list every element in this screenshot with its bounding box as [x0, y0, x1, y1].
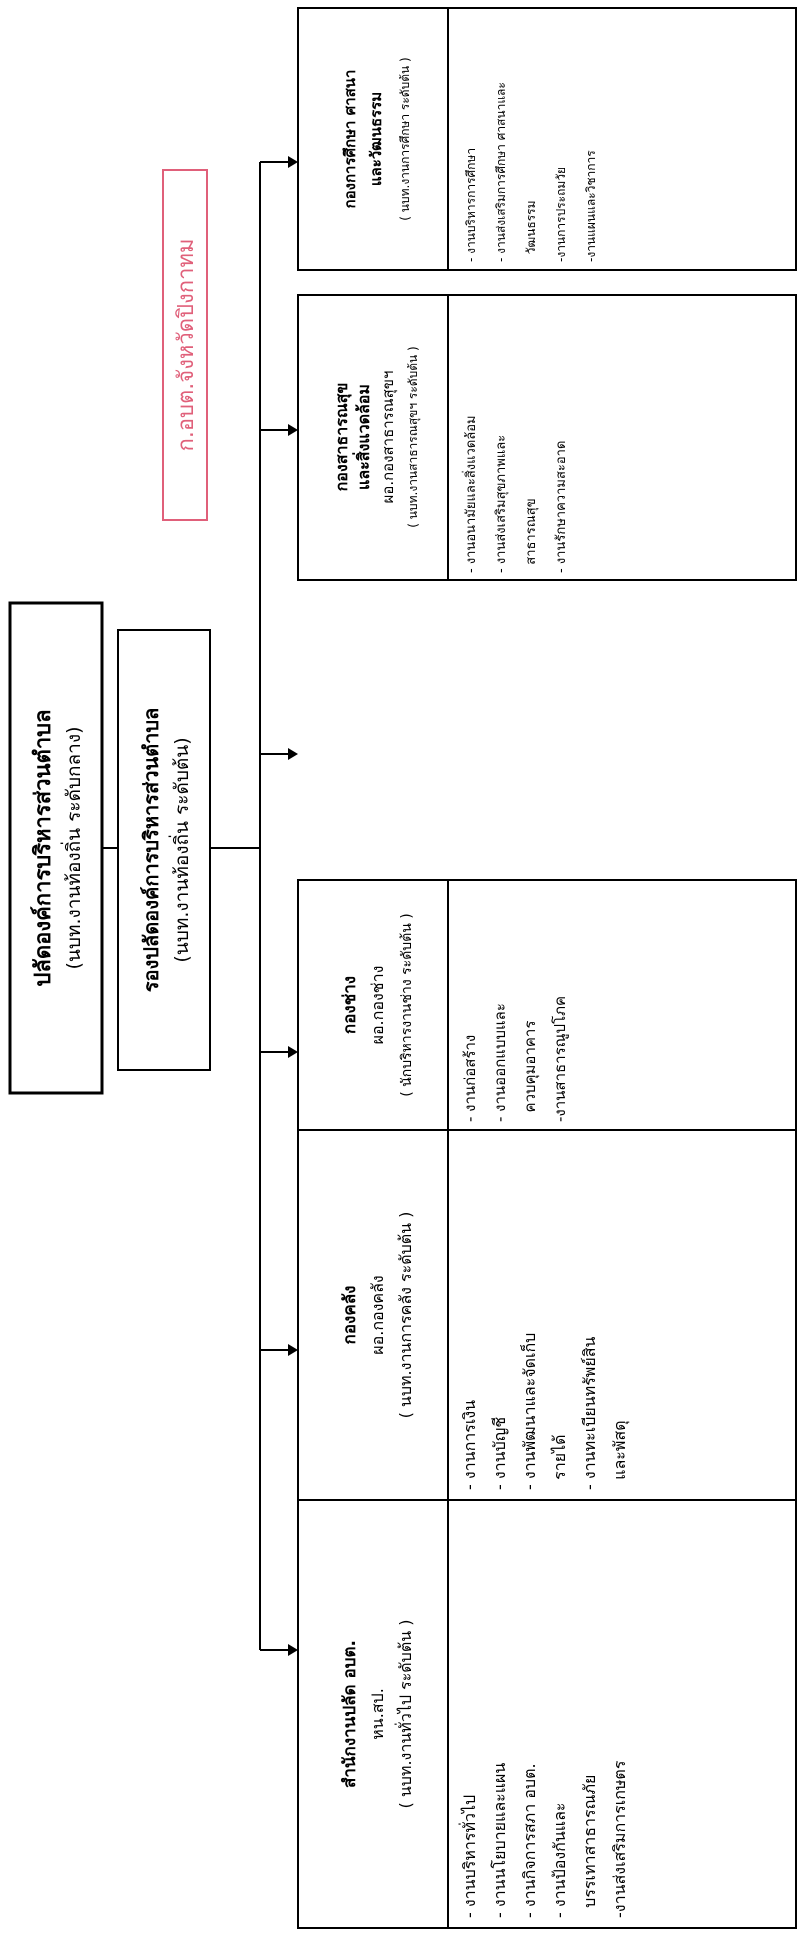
division-1-task-3: รายได้: [550, 1434, 569, 1490]
division-4-task-4: -งานแผนและวิชาการ: [584, 150, 598, 262]
division-4-task-1: - งานส่งเสริมการศึกษา ศาสนาและ: [494, 82, 508, 262]
division-2-head-2: ( นักบริหารงานช่าง ระดับต้น ): [399, 913, 415, 1097]
division-3-head-0: กองสาธารณสุข: [332, 382, 351, 492]
branch-arrows: [260, 156, 298, 1656]
chief-subtitle: (นบท.งานท้องถิ่น ระดับกลาง): [63, 726, 85, 970]
division-3-head-2: ผอ.กองสาธารณสุขฯ: [379, 370, 397, 504]
division-0-head-0: สำนักงานปลัด อบต.: [340, 1640, 360, 1788]
division-2-head-0: กองช่าง: [340, 975, 360, 1035]
stamp-text: ก.อบต.จังหวัดปิงกาทม: [174, 238, 199, 452]
division-4-head-1: และวัฒนธรรม: [367, 91, 385, 187]
stamp: [163, 170, 207, 520]
division-1-task-2: - งานพัฒนาและจัดเก็บ: [520, 1332, 539, 1490]
division-0: [298, 1500, 796, 1928]
division-1-task-1: - งานบัญชี: [490, 1416, 509, 1490]
division-4-head-2: ( นบท.งานการศึกษา ระดับต้น ): [398, 57, 412, 221]
division-1-task-0: - งานการเงิน: [460, 1399, 479, 1490]
division-2-task-2: ควบคุมอาคาร: [521, 1020, 539, 1122]
division-4-task-3: -งานการประถมวัย: [554, 166, 568, 262]
division-2-head-1: ผอ.กองช่าง: [368, 965, 387, 1045]
division-1: [298, 1130, 796, 1500]
division-0-head-2: ( นบท.งานทั่วไป ระดับต้น ): [396, 1619, 415, 1809]
division-3-head-1: และสิ่งแวดล้อม: [354, 384, 373, 490]
division-0-task-0: - งานบริหารทั่วไป: [460, 1794, 479, 1918]
division-3-task-3: - งานรักษาความสะอาด: [554, 440, 569, 573]
division-0-head-1: หน.สป.: [368, 1688, 387, 1740]
division-1-head-0: กองคลัง: [340, 1285, 360, 1345]
division-3-task-0: - งานอนามัยและสิ่งแวดล้อม: [464, 415, 479, 573]
division-4: [298, 8, 796, 270]
division-0-task-1: - งานนโยบายและแผน: [490, 1762, 509, 1918]
division-2-task-1: - งานออกแบบและ: [491, 1003, 509, 1122]
division-4-task-0: - งานบริหารการศึกษา: [464, 147, 478, 262]
division-2-task-3: -งานสาธารณูปโภค: [551, 995, 569, 1122]
chief-box: [10, 603, 102, 1093]
division-4-task-2: วัฒนธรรม: [524, 200, 538, 262]
division-3-head-3: ( นบท.งานสาธารณสุขฯ ระดับต้น ): [406, 346, 420, 528]
division-4-head-0: กองการศึกษา ศาสนา: [341, 69, 359, 209]
deputy-subtitle: (นบท.งานท้องถิ่น ระดับต้น): [171, 737, 193, 963]
division-0-task-3: - งานป้องกันและ: [550, 1802, 569, 1918]
division-1-head-1: ผอ.กองคลัง: [368, 1275, 387, 1355]
division-1-head-2: ( นบท.งานการคลัง ระดับต้น ): [396, 1211, 415, 1419]
deputy-box: [118, 630, 210, 1070]
deputy-title: รองปลัดองค์การบริหารส่วนตำบล: [139, 707, 163, 993]
division-0-task-5: -งานส่งเสริมการเกษตร: [610, 1760, 629, 1918]
division-0-task-4: บรรเทาสาธารณภัย: [580, 1774, 599, 1918]
division-3-task-2: สาธารณสุข: [524, 498, 539, 573]
division-0-task-2: - งานกิจการสภา อบต.: [520, 1763, 539, 1918]
division-3: [298, 295, 796, 580]
division-3-task-1: - งานส่งเสริมสุขภาพและ: [494, 434, 509, 573]
division-2: [298, 880, 796, 1130]
division-2-task-0: - งานก่อสร้าง: [461, 1034, 479, 1122]
division-1-task-4: - งานทะเบียนทรัพย์สิน: [580, 1336, 599, 1490]
chief-title: ปลัดองค์การบริหารส่วนตำบล: [31, 709, 56, 987]
division-1-task-5: และพัสดุ: [610, 1420, 629, 1490]
